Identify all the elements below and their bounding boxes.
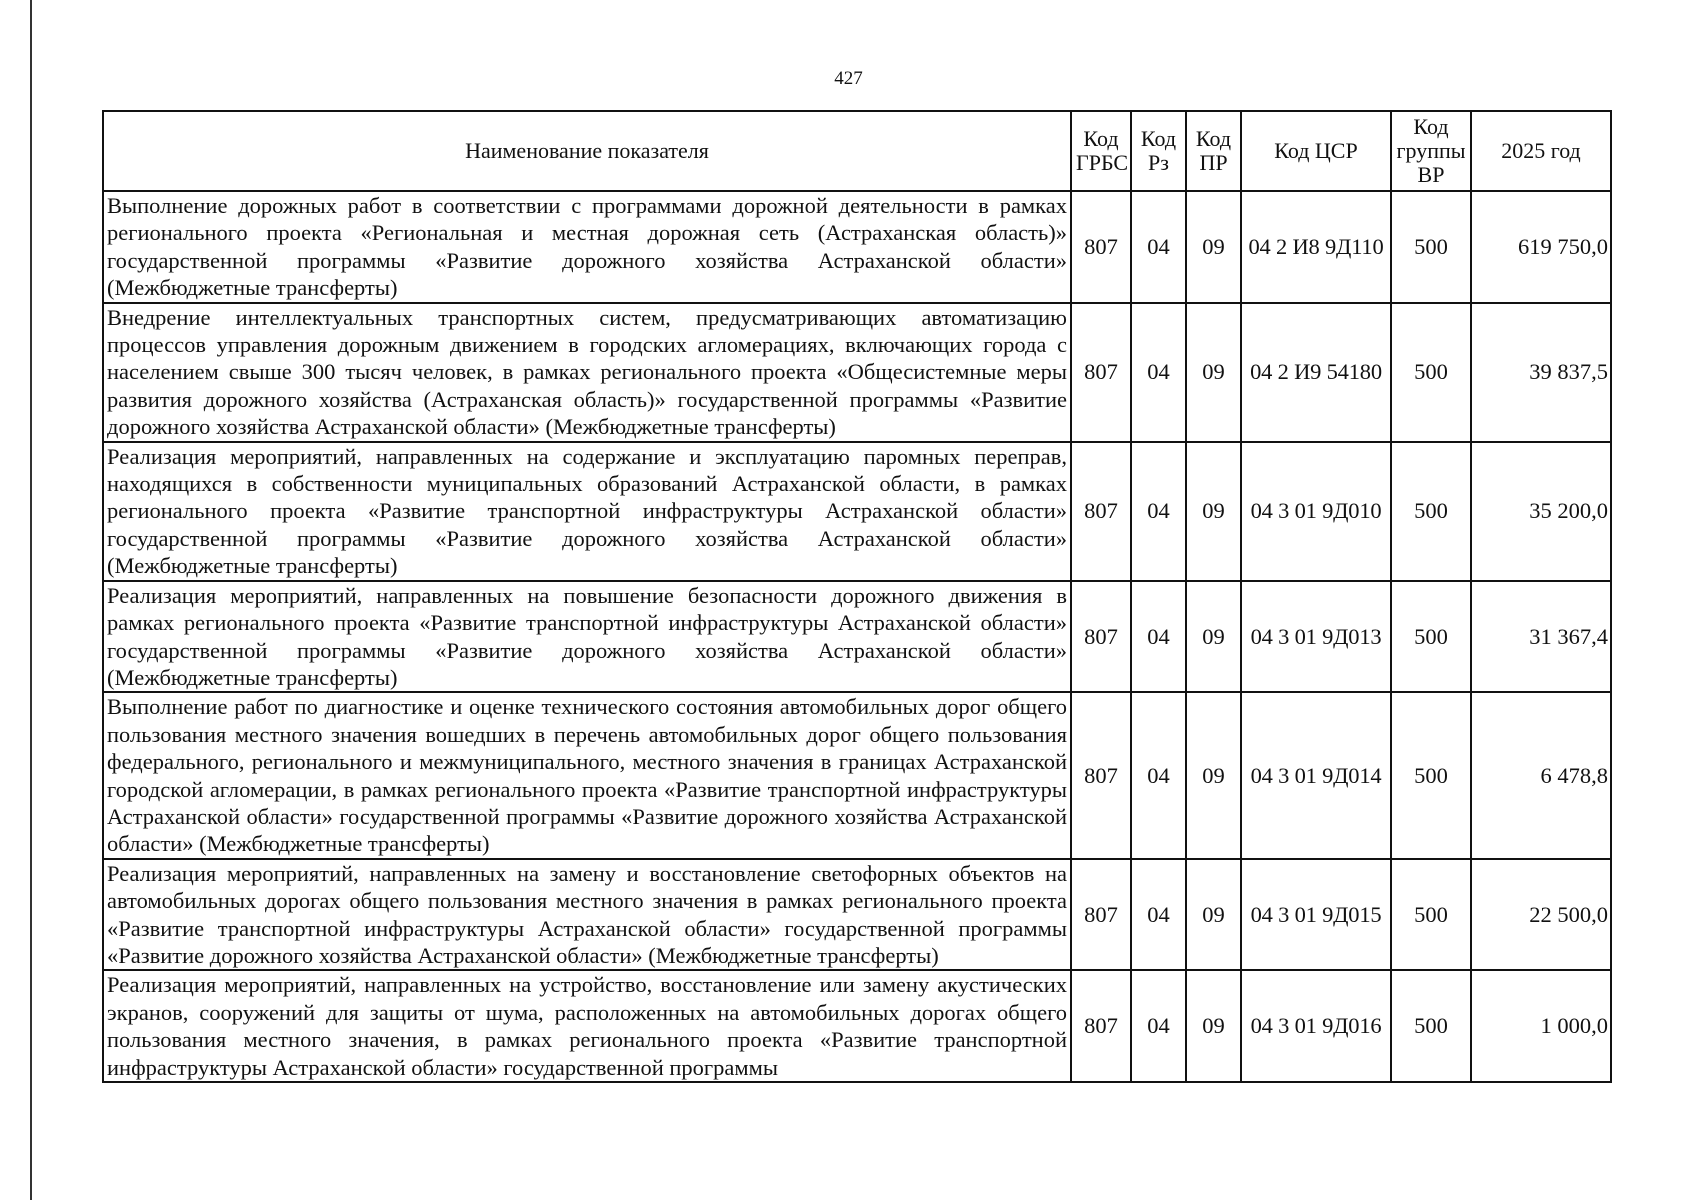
row-grbs: 807 [1071, 859, 1131, 971]
table-row [103, 581, 1611, 693]
row-csr: 04 2 И9 54180 [1241, 303, 1391, 442]
row-name: Реализация мероприятий, направленных на повышение безопасности дорожного движения в рамках регионального проекта «Развитие транспортной инфраструктуры Астраханской области» государственной программы «Развитие дорожного хозяйства Астраханской области» (Межбюджетные трансферты) [103, 581, 1071, 693]
row-csr: 04 3 01 9Д013 [1241, 581, 1391, 693]
header-year: 2025 год [1471, 111, 1611, 191]
row-csr: 04 3 01 9Д010 [1241, 442, 1391, 581]
row-amount: 35 200,0 [1471, 442, 1611, 581]
row-grbs: 807 [1071, 581, 1131, 693]
row-amount: 22 500,0 [1471, 859, 1611, 971]
header-vr: Код группы ВР [1391, 111, 1471, 191]
table-row [103, 442, 1611, 581]
row-csr: 04 3 01 9Д016 [1241, 970, 1391, 1082]
row-amount: 619 750,0 [1471, 191, 1611, 303]
row-vr: 500 [1391, 692, 1471, 858]
row-rz: 04 [1131, 970, 1186, 1082]
row-grbs: 807 [1071, 692, 1131, 858]
row-name: Реализация мероприятий, направленных на устройство, восстановление или замену акустических экранов, сооружений для защиты от шума, расположенных на автомобильных дорогах общего пользования местного значения, в рамках регионального проекта «Развитие транспортной инфраструктуры Астраханской области» государственной программы [103, 970, 1071, 1082]
table-row [103, 303, 1611, 442]
header-csr: Код ЦСР [1241, 111, 1391, 191]
row-pr: 09 [1186, 859, 1241, 971]
binding-line [30, 0, 32, 1200]
row-grbs: 807 [1071, 191, 1131, 303]
row-grbs: 807 [1071, 442, 1131, 581]
row-amount: 31 367,4 [1471, 581, 1611, 693]
row-name: Реализация мероприятий, направленных на содержание и эксплуатацию паромных переправ, находящихся в собственности муниципальных образований Астраханской области, в рамках регионального проекта «Развитие транспортной инфраструктуры Астраханской области» государственной программы «Развитие дорожного хозяйства Астраханской области» (Межбюджетные трансферты) [103, 442, 1071, 581]
row-rz: 04 [1131, 692, 1186, 858]
table-row [103, 191, 1611, 303]
row-vr: 500 [1391, 191, 1471, 303]
row-rz: 04 [1131, 191, 1186, 303]
row-name: Выполнение дорожных работ в соответствии с программами дорожной деятельности в рамках регионального проекта «Региональная и местная дорожная сеть (Астраханская область)» государственной программы «Развитие дорожного хозяйства Астраханской области» (Межбюджетные трансферты) [103, 191, 1071, 303]
row-pr: 09 [1186, 692, 1241, 858]
row-vr: 500 [1391, 581, 1471, 693]
row-rz: 04 [1131, 442, 1186, 581]
row-name: Внедрение интеллектуальных транспортных систем, предусматривающих автоматизацию процессов управления дорожным движением в городских агломерациях, включающих города с населением свыше 300 тысяч человек, в рамках регионального проекта «Общесистемные меры развития дорожного хозяйства (Астраханская область)» государственной программы «Развитие дорожного хозяйства Астраханской области» (Межбюджетные трансферты) [103, 303, 1071, 442]
row-amount: 1 000,0 [1471, 970, 1611, 1082]
row-pr: 09 [1186, 442, 1241, 581]
row-pr: 09 [1186, 581, 1241, 693]
row-rz: 04 [1131, 303, 1186, 442]
row-rz: 04 [1131, 859, 1186, 971]
table-row [103, 970, 1611, 1082]
header-rz: Код Рз [1131, 111, 1186, 191]
table-row [103, 859, 1611, 971]
page-number: 427 [834, 68, 863, 89]
header-pr: Код ПР [1186, 111, 1241, 191]
row-csr: 04 3 01 9Д015 [1241, 859, 1391, 971]
row-grbs: 807 [1071, 303, 1131, 442]
row-grbs: 807 [1071, 970, 1131, 1082]
row-vr: 500 [1391, 970, 1471, 1082]
table-header-row [103, 111, 1611, 191]
header-grbs: Код ГРБС [1071, 111, 1131, 191]
row-rz: 04 [1131, 581, 1186, 693]
row-vr: 500 [1391, 303, 1471, 442]
row-pr: 09 [1186, 191, 1241, 303]
budget-table [102, 110, 1612, 1083]
header-name: Наименование показателя [103, 111, 1071, 191]
row-name: Реализация мероприятий, направленных на замену и восстановление светофорных объектов на автомобильных дорогах общего пользования местного значения в рамках регионального проекта «Развитие транспортной инфраструктуры Астраханской области» государственной программы «Развитие дорожного хозяйства Астраханской области» (Межбюджетные трансферты) [103, 859, 1071, 971]
row-vr: 500 [1391, 442, 1471, 581]
row-pr: 09 [1186, 303, 1241, 442]
row-name: Выполнение работ по диагностике и оценке технического состояния автомобильных дорог общего пользования местного значения вошедших в перечень автомобильных дорог общего пользования федерального, регионального и межмуниципального, местного значения в границах Астраханской городской агломерации, в рамках регионального проекта «Развитие транспортной инфраструктуры Астраханской области» государственной программы «Развитие дорожного хозяйства Астраханской области» (Межбюджетные трансферты) [103, 692, 1071, 858]
table-row [103, 692, 1611, 858]
row-amount: 39 837,5 [1471, 303, 1611, 442]
row-vr: 500 [1391, 859, 1471, 971]
row-pr: 09 [1186, 970, 1241, 1082]
row-csr: 04 2 И8 9Д110 [1241, 191, 1391, 303]
row-csr: 04 3 01 9Д014 [1241, 692, 1391, 858]
row-amount: 6 478,8 [1471, 692, 1611, 858]
